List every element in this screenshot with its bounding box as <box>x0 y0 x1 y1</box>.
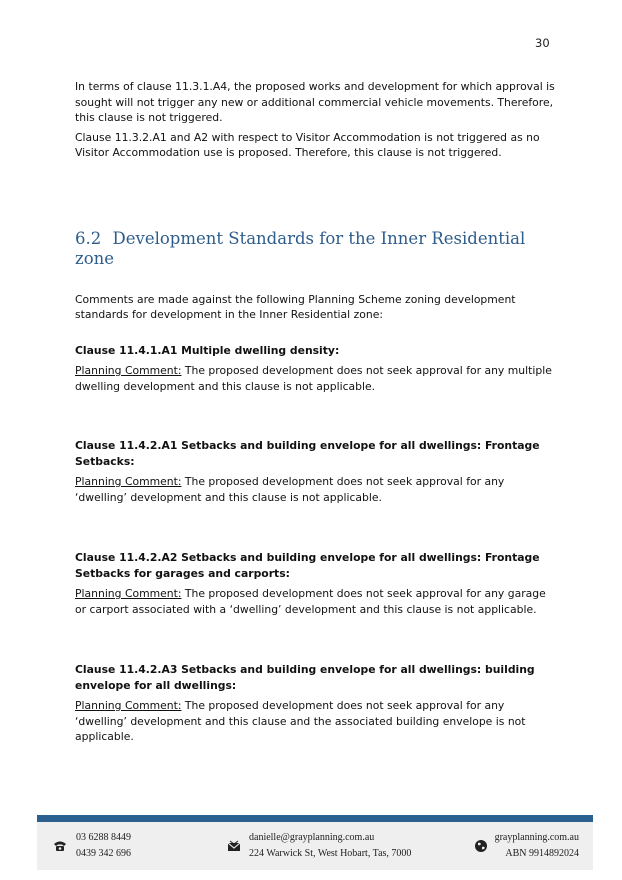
footer-address: 224 Warwick St, West Hobart, Tas, 7000 <box>249 848 412 859</box>
footer-web <box>495 830 579 862</box>
footer-phones <box>76 830 131 862</box>
footer-rule <box>37 815 593 822</box>
footer-phone: 03 6288 8449 <box>76 832 131 843</box>
comment-text: The proposed development does not seek approval for any garage or carport associated with a ‘dwelling’ development and this clause is not applicable. <box>75 587 546 616</box>
footer-contact <box>249 830 411 862</box>
clause-title: Clause 11.4.2.A1 Setbacks and building envelope for all dwellings: Frontage Setbacks: <box>75 439 540 468</box>
footer-email[interactable]: danielle@grayplanning.com.au <box>249 832 375 843</box>
paragraph: In terms of clause 11.3.1.A4, the proposed works and development for which approval is sought will not trigger any new or additional commercial vehicle movements. Therefore, this clause is not triggered. <box>75 80 555 124</box>
planning-comment <box>75 474 555 505</box>
clause-title: Clause 11.4.2.A3 Setbacks and building envelope for all dwellings: building envelope for all dwellings: <box>75 663 535 692</box>
planning-comment <box>75 698 555 745</box>
clause-title: Clause 11.4.1.A1 Multiple dwelling density: <box>75 343 340 357</box>
mail-icon <box>227 840 241 855</box>
comment-label: Planning Comment: <box>75 475 182 488</box>
section-heading <box>75 229 555 269</box>
comment-text: The proposed development does not seek approval for any multiple dwelling development and this clause is not applicable. <box>75 364 552 393</box>
comment-text: The proposed development does not seek approval for any ‘dwelling’ development and this clause and the associated building envelope is not applicable. <box>75 699 526 743</box>
section-number: 6.2 <box>75 228 102 248</box>
footer-mobile: 0439 342 696 <box>76 848 131 859</box>
footer-website[interactable]: grayplanning.com.au <box>494 832 579 843</box>
clause-block <box>75 438 555 505</box>
clause-block <box>75 550 555 617</box>
comment-label: Planning Comment: <box>75 699 182 712</box>
footer-abn: ABN 9914892024 <box>505 848 579 859</box>
clause-title: Clause 11.4.2.A2 Setbacks and building envelope for all dwellings: Frontage Setbacks for garages and carports: <box>75 551 540 580</box>
planning-comment <box>75 363 555 394</box>
comment-label: Planning Comment: <box>75 587 182 600</box>
comment-text: The proposed development does not seek approval for any ‘dwelling’ development and this clause is not applicable. <box>75 475 505 504</box>
comment-label: Planning Comment: <box>75 364 182 377</box>
document-body <box>75 79 555 745</box>
section-intro: Comments are made against the following Planning Scheme zoning development standards for development in the Inner Residential zone: <box>75 292 516 321</box>
clause-block <box>75 662 555 745</box>
globe-icon <box>474 839 488 856</box>
page-number: 30 <box>535 36 550 50</box>
clause-block <box>75 343 555 395</box>
page-footer <box>37 822 593 870</box>
planning-comment <box>75 586 555 617</box>
phone-icon <box>53 840 67 855</box>
section-title: Development Standards for the Inner Residential zone <box>75 228 526 268</box>
paragraph: Clause 11.3.2.A1 and A2 with respect to Visitor Accommodation is not triggered as no Visitor Accommodation use is proposed. Therefore, this clause is not triggered. <box>75 130 540 159</box>
